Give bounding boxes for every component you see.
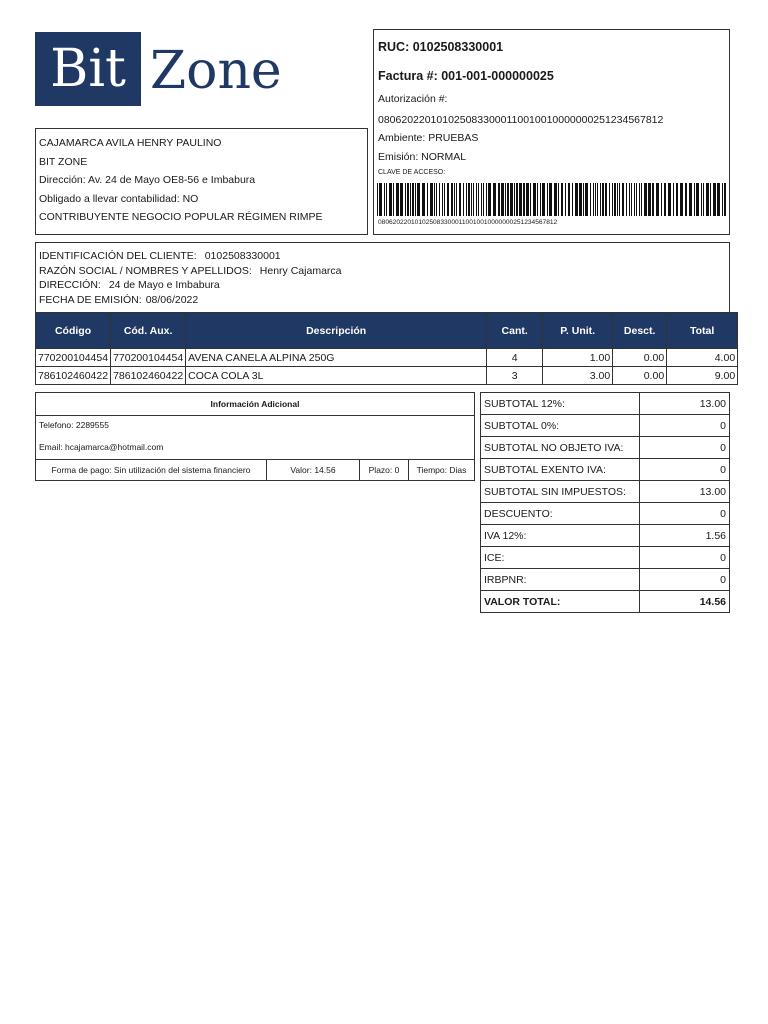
totals-row — [481, 569, 730, 591]
totals-table — [480, 392, 730, 613]
totals-value: 13.00 — [640, 393, 730, 415]
authorization-label: Autorización #: — [378, 93, 448, 105]
client-address-label: DIRECCIÓN: — [39, 279, 101, 291]
item-aux-code: 786102460422 — [111, 367, 186, 385]
access-key-label: CLAVE DE ACCESO: — [378, 169, 446, 176]
payment-value: Valor: 14.56 — [267, 460, 360, 481]
totals-value: 1.56 — [640, 525, 730, 547]
issuer-name: CAJAMARCA AVILA HENRY PAULINO — [39, 137, 222, 149]
item-discount: 0.00 — [613, 367, 667, 385]
issuer-box — [35, 128, 368, 235]
client-address-row — [39, 279, 726, 294]
issuer-trade-name: BIT ZONE — [39, 155, 88, 168]
client-id-row — [39, 250, 726, 265]
table-row — [36, 349, 738, 367]
totals-value: 14.56 — [640, 591, 730, 613]
environment: Ambiente: PRUEBAS — [378, 132, 479, 144]
item-aux-code: 770200104454 — [111, 349, 186, 367]
item-description: AVENA CANELA ALPINA 250G — [186, 349, 487, 367]
totals-label: SUBTOTAL 0%: — [481, 415, 640, 437]
header-code: Código — [36, 313, 111, 349]
header-total: Total — [667, 313, 738, 349]
additional-info-title: Información Adicional — [36, 393, 474, 416]
client-id-label: IDENTIFICACIÓN DEL CLIENTE: — [39, 250, 197, 262]
header-quantity: Cant. — [487, 313, 543, 349]
totals-label: VALOR TOTAL: — [481, 591, 640, 613]
issuer-accounting: Obligado a llevar contabilidad: NO — [39, 192, 199, 205]
item-discount: 0.00 — [613, 349, 667, 367]
totals-value: 0 — [640, 569, 730, 591]
totals-label: ICE: — [481, 547, 640, 569]
payment-time: Tiempo: Dias — [416, 465, 467, 475]
totals-row — [481, 393, 730, 415]
header-aux-code: Cód. Aux. — [111, 313, 186, 349]
table-row — [36, 367, 738, 385]
totals-value: 0 — [640, 503, 730, 525]
item-quantity: 3 — [487, 367, 543, 385]
client-name-label: RAZÓN SOCIAL / NOMBRES Y APELLIDOS: — [39, 264, 252, 277]
items-header-row — [36, 313, 738, 349]
additional-phone: Telefono: 2289555 — [39, 420, 109, 430]
item-code: 786102460422 — [36, 367, 111, 385]
additional-info-box — [35, 392, 475, 481]
totals-label: SUBTOTAL NO OBJETO IVA: — [481, 437, 640, 459]
invoice-header-box — [373, 29, 730, 235]
totals-row — [481, 481, 730, 503]
item-code: 770200104454 — [36, 349, 111, 367]
totals-value: 0 — [640, 547, 730, 569]
issuer-regime: CONTRIBUYENTE NEGOCIO POPULAR RÉGIMEN RIMPE — [39, 211, 323, 223]
client-date-value: 08/06/2022 — [145, 293, 199, 306]
totals-label: DESCUENTO: — [481, 503, 640, 525]
item-quantity: 4 — [487, 349, 543, 367]
invoice-number: Factura #: 001-001-000000025 — [378, 69, 554, 83]
item-unit-price: 3.00 — [543, 367, 613, 385]
emission: Emisión: NORMAL — [378, 151, 467, 163]
totals-value: 0 — [640, 415, 730, 437]
totals-row — [481, 525, 730, 547]
client-name-value: Henry Cajamarca — [259, 264, 342, 277]
client-name-row — [39, 265, 726, 280]
logo-text-right: Zone — [150, 41, 282, 101]
totals-label: SUBTOTAL EXENTO IVA: — [481, 459, 640, 481]
authorization-number: 0806202201010250833000110010010000000251234567812 — [378, 114, 664, 126]
client-date-row — [39, 294, 726, 309]
totals-label: IRBPNR: — [481, 569, 640, 591]
client-address-value: 24 de Mayo e Imbabura — [108, 279, 220, 291]
payment-term: Plazo: 0 — [360, 460, 409, 481]
totals-row — [481, 547, 730, 569]
payment-row — [36, 459, 474, 481]
item-unit-price: 1.00 — [543, 349, 613, 367]
ruc: RUC: 0102508330001 — [378, 40, 504, 54]
client-date-label: FECHA DE EMISIÓN: — [39, 293, 142, 306]
totals-row — [481, 503, 730, 525]
totals-row — [481, 459, 730, 481]
totals-value: 0 — [640, 437, 730, 459]
logo-text-left: Bit — [50, 39, 126, 99]
totals-label: IVA 12%: — [481, 525, 640, 547]
item-description: COCA COLA 3L — [186, 367, 487, 385]
totals-row — [481, 591, 730, 613]
totals-label: SUBTOTAL SIN IMPUESTOS: — [481, 481, 640, 503]
header-discount: Desct. — [613, 313, 667, 349]
additional-email: Email: hcajamarca@hotmail.com — [39, 442, 164, 452]
totals-value: 13.00 — [640, 481, 730, 503]
totals-value: 0 — [640, 459, 730, 481]
client-box — [35, 242, 730, 312]
client-id-value: 0102508330001 — [204, 250, 281, 262]
header-unit-price: P. Unit. — [543, 313, 613, 349]
item-total: 4.00 — [667, 349, 738, 367]
payment-form: Forma de pago: Sin utilización del sistema financiero — [36, 460, 267, 481]
issuer-address: Dirección: Av. 24 de Mayo OE8-56 e Imbabura — [39, 174, 256, 186]
header-description: Descripción — [186, 313, 487, 349]
items-table — [35, 312, 738, 385]
access-key-number: 0806202201010250833000110010010000000251234567812 — [378, 219, 558, 226]
barcode-icon — [377, 183, 726, 216]
totals-label: SUBTOTAL 12%: — [481, 393, 640, 415]
totals-row — [481, 437, 730, 459]
item-total: 9.00 — [667, 367, 738, 385]
totals-row — [481, 415, 730, 437]
